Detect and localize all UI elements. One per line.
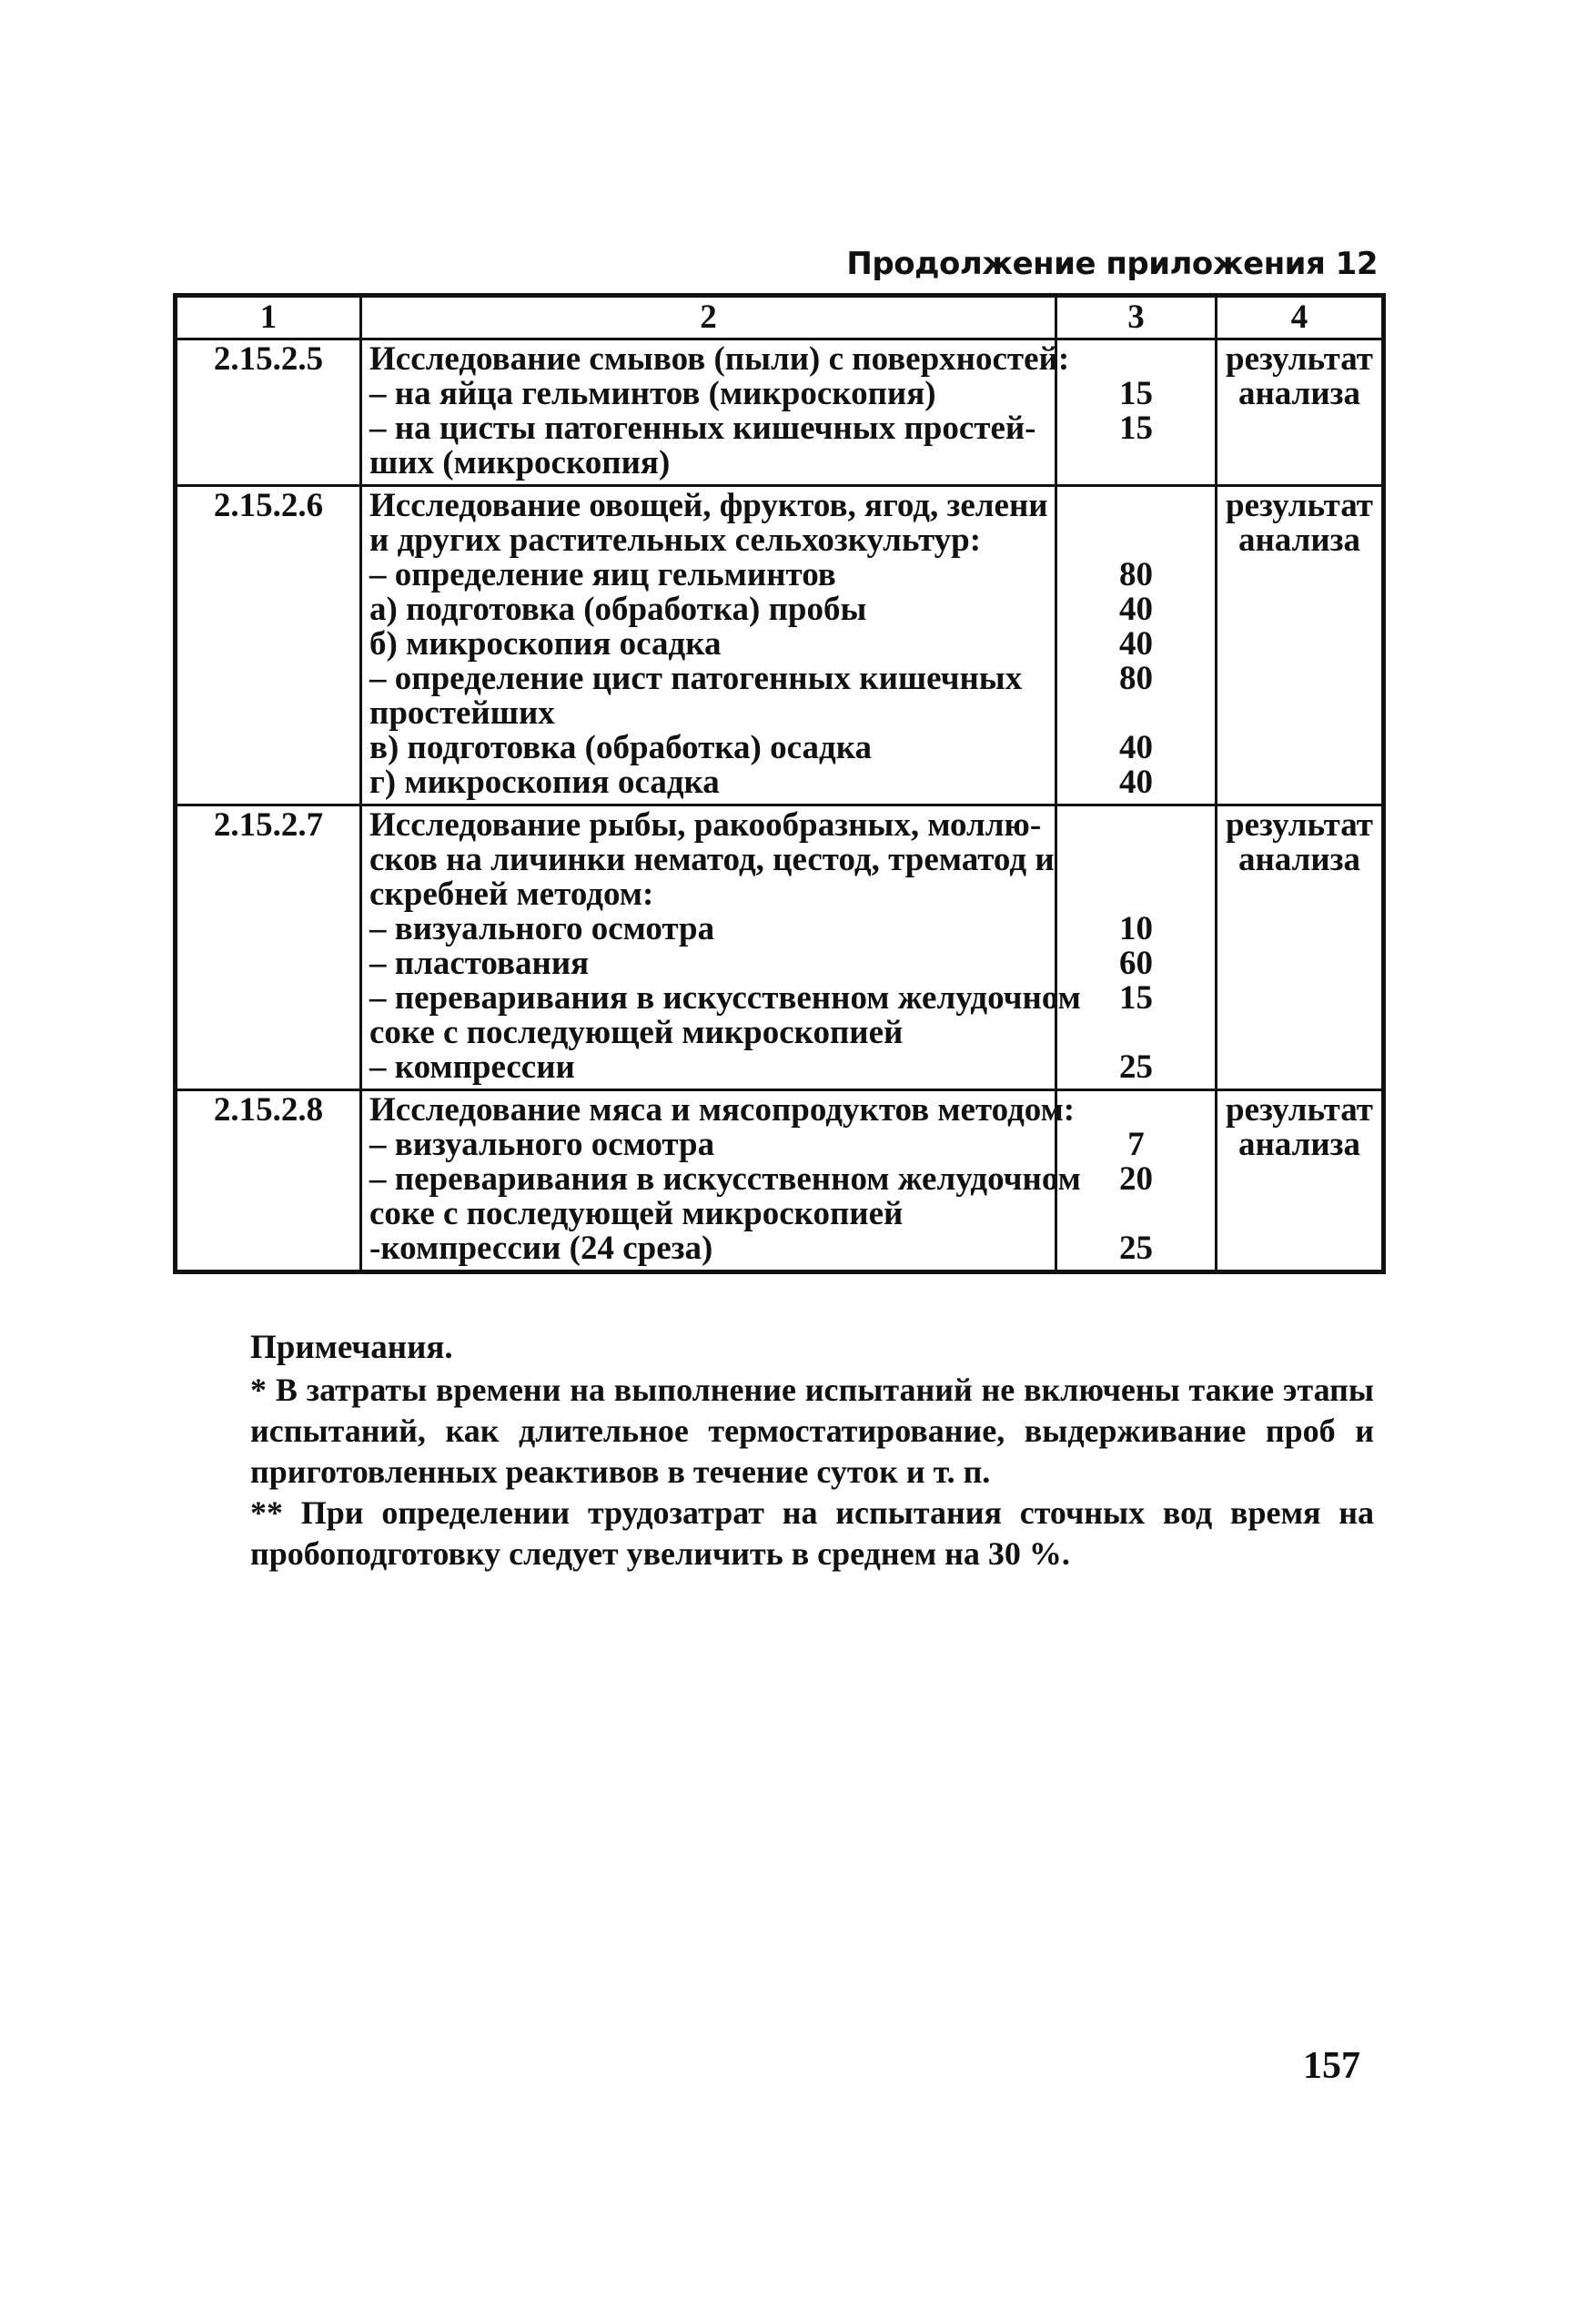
time-value: 40 bbox=[1119, 625, 1153, 663]
table-row bbox=[176, 805, 1384, 1090]
description-line: в) подготовка (обработка) осадка bbox=[369, 729, 872, 766]
time-value: 15 bbox=[1119, 375, 1153, 412]
item-code: 2.15.2.5 bbox=[176, 339, 361, 486]
description-line: сков на личинки нематод, цестод, трематод и bbox=[369, 841, 1055, 878]
item-time-values bbox=[1056, 805, 1217, 1090]
time-value bbox=[1065, 696, 1207, 731]
item-code: 2.15.2.7 bbox=[176, 805, 361, 1090]
item-description bbox=[361, 1090, 1081, 1272]
item-description bbox=[361, 805, 1081, 1090]
column-header: 1 bbox=[176, 296, 361, 339]
column-header: 4 bbox=[1217, 296, 1384, 339]
description-line: скребней методом: bbox=[369, 876, 654, 913]
table-row bbox=[176, 339, 1384, 486]
column-header: 3 bbox=[1056, 296, 1217, 339]
item-code: 2.15.2.8 bbox=[176, 1090, 361, 1272]
description-line: простейших bbox=[369, 694, 555, 732]
description-line: и других растительных сельхозкультур: bbox=[369, 522, 982, 559]
description-line: Исследование рыбы, ракообразных, моллю- bbox=[369, 806, 1042, 844]
column-header: 2 bbox=[361, 296, 1056, 339]
time-value: 25 bbox=[1119, 1048, 1153, 1086]
description-line: Исследование мяса и мясопродуктов методом: bbox=[369, 1091, 1076, 1129]
description-line: – определение яиц гельминтов bbox=[369, 556, 836, 593]
result-line: результат bbox=[1226, 806, 1373, 844]
description-line: – переваривания в искусственном желудочном bbox=[369, 1160, 1081, 1198]
item-code: 2.15.2.6 bbox=[176, 486, 361, 805]
description-line: – на цисты патогенных кишечных простей- bbox=[369, 410, 1036, 447]
description-line: соке с последующей микроскопией bbox=[369, 1195, 904, 1232]
notes-section bbox=[250, 1327, 1374, 1575]
time-value: 7 bbox=[1127, 1126, 1145, 1163]
time-value: 25 bbox=[1119, 1230, 1153, 1267]
result-line: результат bbox=[1226, 340, 1373, 378]
item-description bbox=[361, 486, 1056, 805]
page-number: 157 bbox=[1303, 2045, 1360, 2087]
time-value bbox=[1065, 489, 1207, 523]
table-row bbox=[176, 1090, 1384, 1272]
description-line: – визуального осмотра bbox=[369, 910, 715, 947]
time-value: 15 bbox=[1119, 979, 1153, 1017]
description-line: Исследование овощей, фруктов, ягод, зелени bbox=[369, 487, 1048, 524]
description-line: б) микроскопия осадка bbox=[369, 625, 722, 663]
description-line: Исследование смывов (пыли) с поверхностей: bbox=[369, 340, 1070, 378]
item-time-values bbox=[1056, 486, 1217, 805]
description-line: – определение цист патогенных кишечных bbox=[369, 660, 1023, 697]
item-result bbox=[1217, 1090, 1384, 1272]
time-value bbox=[1065, 1197, 1207, 1231]
time-value: 40 bbox=[1119, 591, 1153, 628]
time-value bbox=[1065, 342, 1207, 377]
time-value bbox=[1065, 877, 1207, 912]
description-line: – пластования bbox=[369, 945, 590, 982]
time-value bbox=[1065, 446, 1207, 481]
description-line: соке с последующей микроскопией bbox=[369, 1014, 904, 1051]
time-value bbox=[1065, 808, 1207, 843]
table-header-row bbox=[176, 296, 1384, 339]
time-value: 60 bbox=[1119, 945, 1153, 982]
note-item: * В затраты времени на выполнение испытаний не включены такие этапы испытаний, как длительное термостатирование, выдерживание проб и приготовленных реактивов в течение суток и т. п. bbox=[250, 1372, 1374, 1490]
description-line: г) микроскопия осадка bbox=[369, 764, 720, 801]
time-value bbox=[1065, 523, 1207, 558]
norms-table bbox=[173, 293, 1386, 1274]
description-line: ших (микроскопия) bbox=[369, 444, 671, 481]
description-line: – на яйца гельминтов (микроскопия) bbox=[369, 375, 936, 412]
result-line: результат bbox=[1226, 487, 1373, 524]
time-value: 80 bbox=[1119, 556, 1153, 593]
description-line: – переваривания в искусственном желудочном bbox=[369, 979, 1081, 1017]
time-value: 40 bbox=[1119, 729, 1153, 766]
description-line: – визуального осмотра bbox=[369, 1126, 715, 1163]
time-value: 15 bbox=[1119, 410, 1153, 447]
note-item: ** При определении трудозатрат на испытания сточных вод время на пробоподготовку следует увеличить в среднем на 30 %. bbox=[250, 1494, 1374, 1572]
appendix-caption: Продолжение приложения 12 bbox=[846, 246, 1378, 282]
result-line: анализа bbox=[1237, 375, 1361, 412]
result-line: анализа bbox=[1237, 841, 1361, 878]
description-line: а) подготовка (обработка) пробы bbox=[369, 591, 867, 628]
item-description bbox=[361, 339, 1070, 486]
item-result bbox=[1217, 805, 1384, 1090]
table-row bbox=[176, 486, 1384, 805]
result-line: результат bbox=[1226, 1091, 1373, 1129]
result-line: анализа bbox=[1237, 522, 1361, 559]
item-result bbox=[1217, 339, 1384, 486]
time-value: 40 bbox=[1119, 764, 1153, 801]
description-line: -компрессии (24 среза) bbox=[369, 1230, 713, 1267]
time-value bbox=[1065, 843, 1207, 877]
item-result bbox=[1217, 486, 1384, 805]
item-time-values bbox=[1056, 339, 1217, 486]
time-value: 80 bbox=[1119, 660, 1153, 697]
description-line: – компрессии bbox=[369, 1048, 575, 1086]
notes-title: Примечания. bbox=[250, 1329, 453, 1366]
time-value bbox=[1065, 1016, 1207, 1050]
time-value bbox=[1065, 1093, 1207, 1128]
result-line: анализа bbox=[1237, 1126, 1361, 1163]
time-value: 20 bbox=[1119, 1160, 1153, 1198]
time-value: 10 bbox=[1119, 910, 1153, 947]
